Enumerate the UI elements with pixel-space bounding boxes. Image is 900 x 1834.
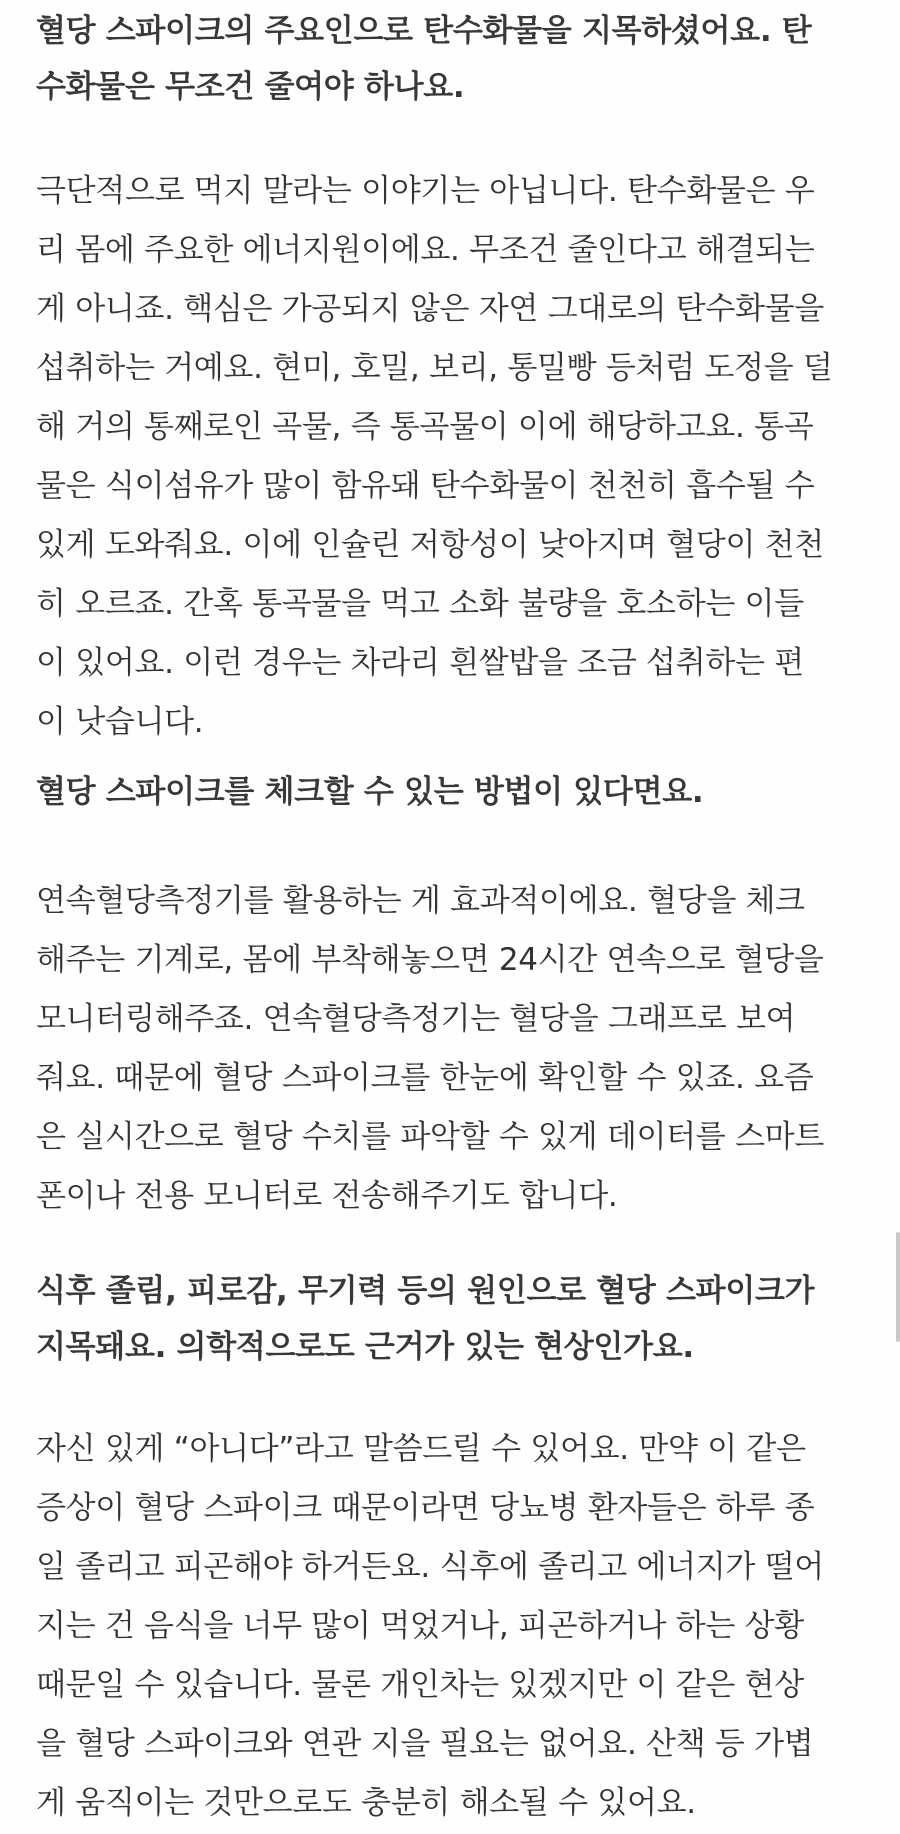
interview-answer-1: 극단적으로 먹지 말라는 이야기는 아닙니다. 탄수화물은 우 리 몸에 주요한 에너지원이에요. 무조건 줄인다고 해결되는 게 아니죠. 핵심은 가공되지 않은 자연 그대로의 탄수화물을 섭취하는 거예요. 현미, 호밀, 보리, 통밀빵 등처럼 도정을 덜 해 거의 통째로인 곡물, 즉 통곡물이 이에 해당하고요. 통곡 물은 식이섬유가 많이 함유돼 탄수화물이 천천히 흡수될 수 있게 도와줘요. 이에 인슐린 저항성이 낮아지며 혈당이 천천 히 오르죠. 간혹 통곡물을 먹고 소화 불량을 호소하는 이들 이 있어요. 이런 경우는 차라리 흰쌀밥을 조금 섭취하는 편 이 낫습니다.: [36, 173, 833, 740]
interview-question-2: 혈당 스파이크를 체크할 수 있는 방법이 있다면요.: [36, 774, 704, 810]
interview-question-1: 혈당 스파이크의 주요인으로 탄수화물을 지목하셨어요. 탄 수화물은 무조건 줄여야 하나요.: [36, 13, 812, 105]
scrollbar-thumb[interactable]: [896, 1232, 900, 1342]
interview-answer-2: 연속혈당측정기를 활용하는 게 효과적이에요. 혈당을 체크 해주는 기계로, 몸에 부착해놓으면 24시간 연속으로 혈당을 모니터링해주죠. 연속혈당측정기는 혈당을 그래프로 보여 줘요. 때문에 혈당 스파이크를 한눈에 확인할 수 있죠. 요즘 은 실시간으로 혈당 수치를 파악할 수 있게 데이터를 스마트 폰이나 전용 모니터로 전송해주기도 합니다.: [36, 883, 824, 1214]
interview-answer-3: 자신 있게 “아니다”라고 말씀드릴 수 있어요. 만약 이 같은 증상이 혈당 스파이크 때문이라면 당뇨병 환자들은 하루 종 일 졸리고 피곤해야 하거든요. 식후에 졸리고 에너지가 떨어 지는 건 음식을 너무 많이 먹었거나, 피곤하거나 하는 상황 때문일 수 있습니다. 물론 개인차는 있겠지만 이 같은 현상 을 혈당 스파이크와 연관 지을 필요는 없어요. 산책 등 가볍 게 움직이는 것만으로도 충분히 해소될 수 있어요.: [36, 1431, 824, 1821]
interview-question-3: 식후 졸림, 피로감, 무기력 등의 원인으로 혈당 스파이크가 지목돼요. 의학적으로도 근거가 있는 현상인가요.: [36, 1273, 815, 1365]
